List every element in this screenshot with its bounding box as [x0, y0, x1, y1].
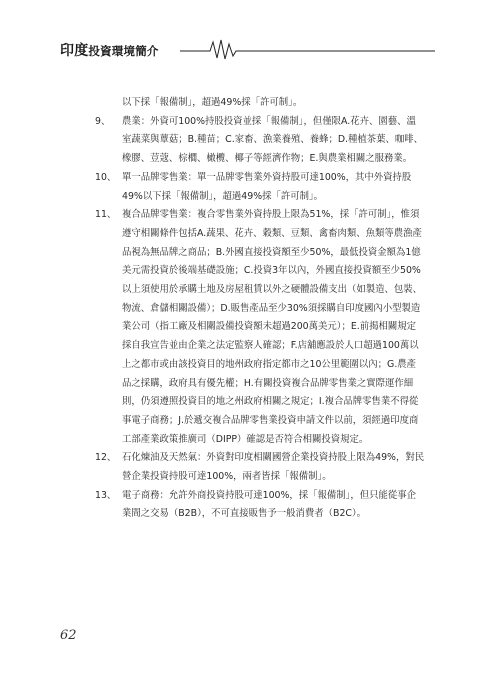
list-item-single-brand-retail — [95, 169, 425, 206]
page-number: 62 — [60, 628, 77, 643]
list-item-text: 複合品牌零售業：複合零售業外資持股上限為51%，採「許可制」，惟須遵守相關條件包括A.蔬果、花卉、穀類、豆類、禽畜肉類、魚類等農漁產品視為無品牌之商品；B.外國直接投資額至少50%，最低投資金額為1億美元需投資於後端基礎設施；C.投資3年以內，外國直接投資額至少50%以上須使用於承購土地及房屋租賃以外之硬體設備支出（如製造、包裝、物流、倉儲相關設備）；D.販售產品至少30%須採購自印度國內小型製造業公司（指工廠及相關設備投資額未超過200萬美元）；E.前揭相關規定採自我宣告並由企業之法定監察人確認；F.店舖應設於人口超過100萬以上之都市或由該投資目的地州政府指定都市之10公里範圍以內；G.農產品之採購，政府具有優先權；H.有關投資複合品牌零售業之實際運作細則，仍須遵照投資目的地之州政府相關之規定；I.複合品牌零售業不得從事電子商務；J.於遞交複合品牌零售業投資申請文件以前，須經過印度商工部產業政策推廣司（DIPP）確認是否符合相關投資規定。 — [122, 209, 423, 445]
list-item-agriculture — [95, 113, 425, 169]
list-item-number: 10、 — [95, 171, 117, 183]
article-body — [95, 94, 425, 524]
list-item-text: 石化煉油及天然氣：外資對印度相關國營企業投資持股上限為49%，對民營企業投資持股可達100%，兩者皆採「報備制」。 — [122, 452, 425, 483]
list-item-e-commerce — [95, 487, 425, 524]
list-item-number: 11、 — [95, 209, 117, 221]
list-item-text: 單一品牌零售業：單一品牌零售業外資持股可達100%，其中外資持股49%以下採「報備制」，超過49%採「許可制」。 — [122, 171, 412, 202]
list-item-number: 12、 — [95, 452, 117, 464]
list-item-multi-brand-retail — [95, 206, 425, 449]
header-title-emphasis: 印度 — [60, 43, 89, 59]
list-item-text: 農業：外資可100%持股投資並採「報備制」，但僅限A.花卉、園藝、溫室蔬菜與蕈菇；B.種苗；C.家畜、漁業養殖、養蜂；D.種植茶葉、咖啡、橡膠、荳蔻、棕櫚、橄欖、椰子等經濟作物；E.與農業相關之服務業。 — [122, 115, 424, 165]
list-item-text: 以下採「報備制」，超過49%採「許可制」。 — [122, 97, 303, 108]
running-header — [60, 36, 435, 62]
list-item-continuation — [95, 94, 425, 113]
list-item-petroleum-gas — [95, 449, 425, 486]
list-item-number: 9、 — [95, 115, 111, 127]
header-title — [60, 40, 159, 60]
list-item-number: 13、 — [95, 489, 117, 501]
list-item-text: 電子商務：允許外商投資持股可達100%，採「報備制」，但只能從事企業間之交易（B2B），不可直接販售予一般消費者（B2C）。 — [122, 489, 416, 520]
header-title-rest: 投資環境簡介 — [88, 44, 159, 58]
